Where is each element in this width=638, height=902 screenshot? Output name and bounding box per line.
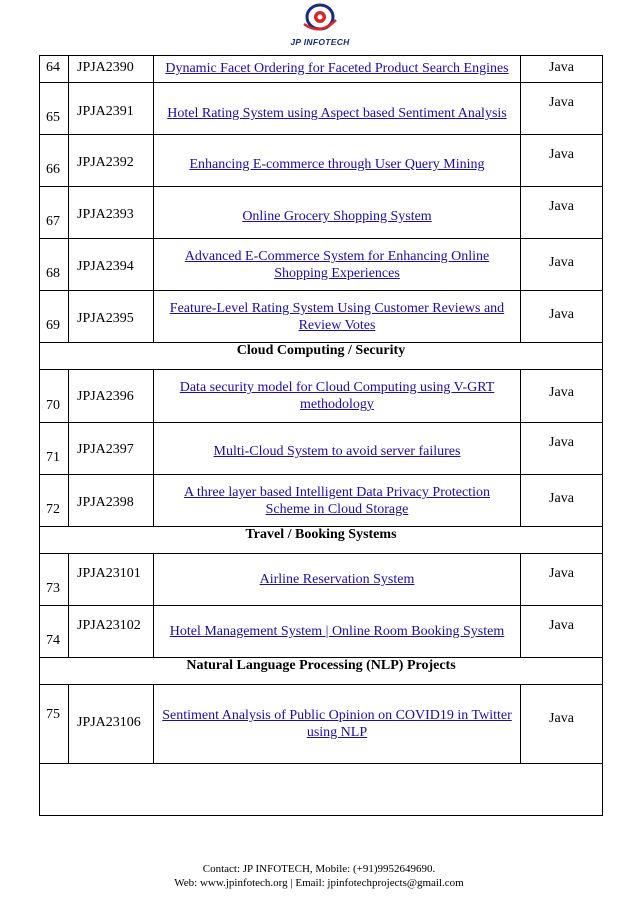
project-title-link[interactable]: Data security model for Cloud Computing using V-GRT methodology: [179, 380, 495, 412]
project-language: Java: [549, 435, 574, 450]
section-header: [40, 343, 603, 370]
project-title-link[interactable]: Airline Reservation System: [259, 572, 415, 587]
section-title: Travel / Booking Systems: [40, 527, 603, 554]
project-language: Java: [549, 147, 574, 162]
row-number: 70: [46, 398, 60, 413]
project-title-link[interactable]: Enhancing E-commerce through User Query Mining: [189, 157, 485, 172]
table-row: [40, 685, 603, 764]
project-language: Java: [549, 566, 574, 581]
project-code: JPJA23102: [77, 618, 141, 633]
project-language: Java: [549, 307, 574, 322]
project-language: Java: [549, 199, 574, 214]
project-code: JPJA2395: [77, 311, 134, 326]
project-code: JPJA2396: [77, 389, 134, 404]
project-language: Java: [549, 618, 574, 633]
project-code: JPJA2398: [77, 495, 134, 510]
project-title-link[interactable]: Hotel Rating System using Aspect based Sentiment Analysis: [167, 106, 507, 121]
empty-row: [40, 764, 603, 816]
row-number: 65: [46, 110, 60, 125]
table-row: [40, 475, 603, 527]
project-language: Java: [549, 95, 574, 110]
project-code: JPJA2391: [77, 104, 134, 119]
project-code: JPJA2394: [77, 259, 134, 274]
project-language: Java: [549, 491, 574, 506]
project-title-link[interactable]: Hotel Management System | Online Room Booking System: [169, 624, 505, 639]
project-title-link[interactable]: Dynamic Facet Ordering for Faceted Product Search Engines: [165, 61, 509, 76]
project-title-link[interactable]: A three layer based Intelligent Data Privacy Protection Scheme in Cloud Storage: [184, 485, 490, 517]
row-number: 74: [46, 633, 60, 648]
company-logo: [280, 2, 360, 48]
table-row: [40, 606, 603, 658]
table-row: [40, 239, 603, 291]
section-title: Natural Language Processing (NLP) Projects: [40, 658, 603, 685]
section-title: Cloud Computing / Security: [40, 343, 603, 370]
section-header: [40, 658, 603, 685]
footer-web-email: Web: www.jpinfotech.org | Email: jpinfotechprojects@gmail.com: [174, 877, 464, 889]
table-row: [40, 291, 603, 343]
project-title-link[interactable]: Multi-Cloud System to avoid server failures: [213, 444, 461, 459]
row-number: 67: [46, 214, 60, 229]
row-number: 69: [46, 318, 60, 333]
project-title-link[interactable]: Feature-Level Rating System Using Customer Reviews and Review Votes: [169, 301, 505, 333]
table-row: [40, 370, 603, 423]
row-number: 72: [46, 502, 60, 517]
table-row: [40, 135, 603, 187]
project-title-link[interactable]: Online Grocery Shopping System: [242, 209, 432, 224]
logo-emblem-icon: [300, 2, 340, 38]
row-number: 66: [46, 162, 60, 177]
project-language: Java: [549, 255, 574, 270]
table-row: [40, 423, 603, 475]
project-title-link[interactable]: Sentiment Analysis of Public Opinion on COVID19 in Twitter using NLP: [162, 708, 512, 740]
table-row: [40, 56, 603, 83]
footer-contact: Contact: JP INFOTECH, Mobile: (+91)9952649690.: [202, 863, 436, 875]
project-code: JPJA23106: [77, 715, 141, 730]
project-code: JPJA2392: [77, 155, 134, 170]
project-code: JPJA2390: [77, 60, 134, 75]
project-title-link[interactable]: Advanced E-Commerce System for Enhancing Online Shopping Experiences: [184, 249, 490, 281]
row-number: 64: [46, 60, 60, 75]
project-language: Java: [549, 60, 574, 75]
row-number: 71: [46, 450, 60, 465]
project-code: JPJA2393: [77, 207, 134, 222]
row-number: 75: [46, 707, 60, 722]
table-row: [40, 83, 603, 135]
project-language: Java: [549, 385, 574, 400]
project-language: Java: [549, 711, 574, 726]
row-number: 68: [46, 266, 60, 281]
logo-text: JP INFOTECH: [290, 37, 350, 47]
row-number: 73: [46, 581, 60, 596]
table-row: [40, 187, 603, 239]
project-code: JPJA2397: [77, 442, 134, 457]
page-footer: [0, 862, 638, 890]
project-code: JPJA23101: [77, 566, 141, 581]
section-header: [40, 527, 603, 554]
table-row: [40, 554, 603, 606]
projects-table: [39, 55, 603, 816]
